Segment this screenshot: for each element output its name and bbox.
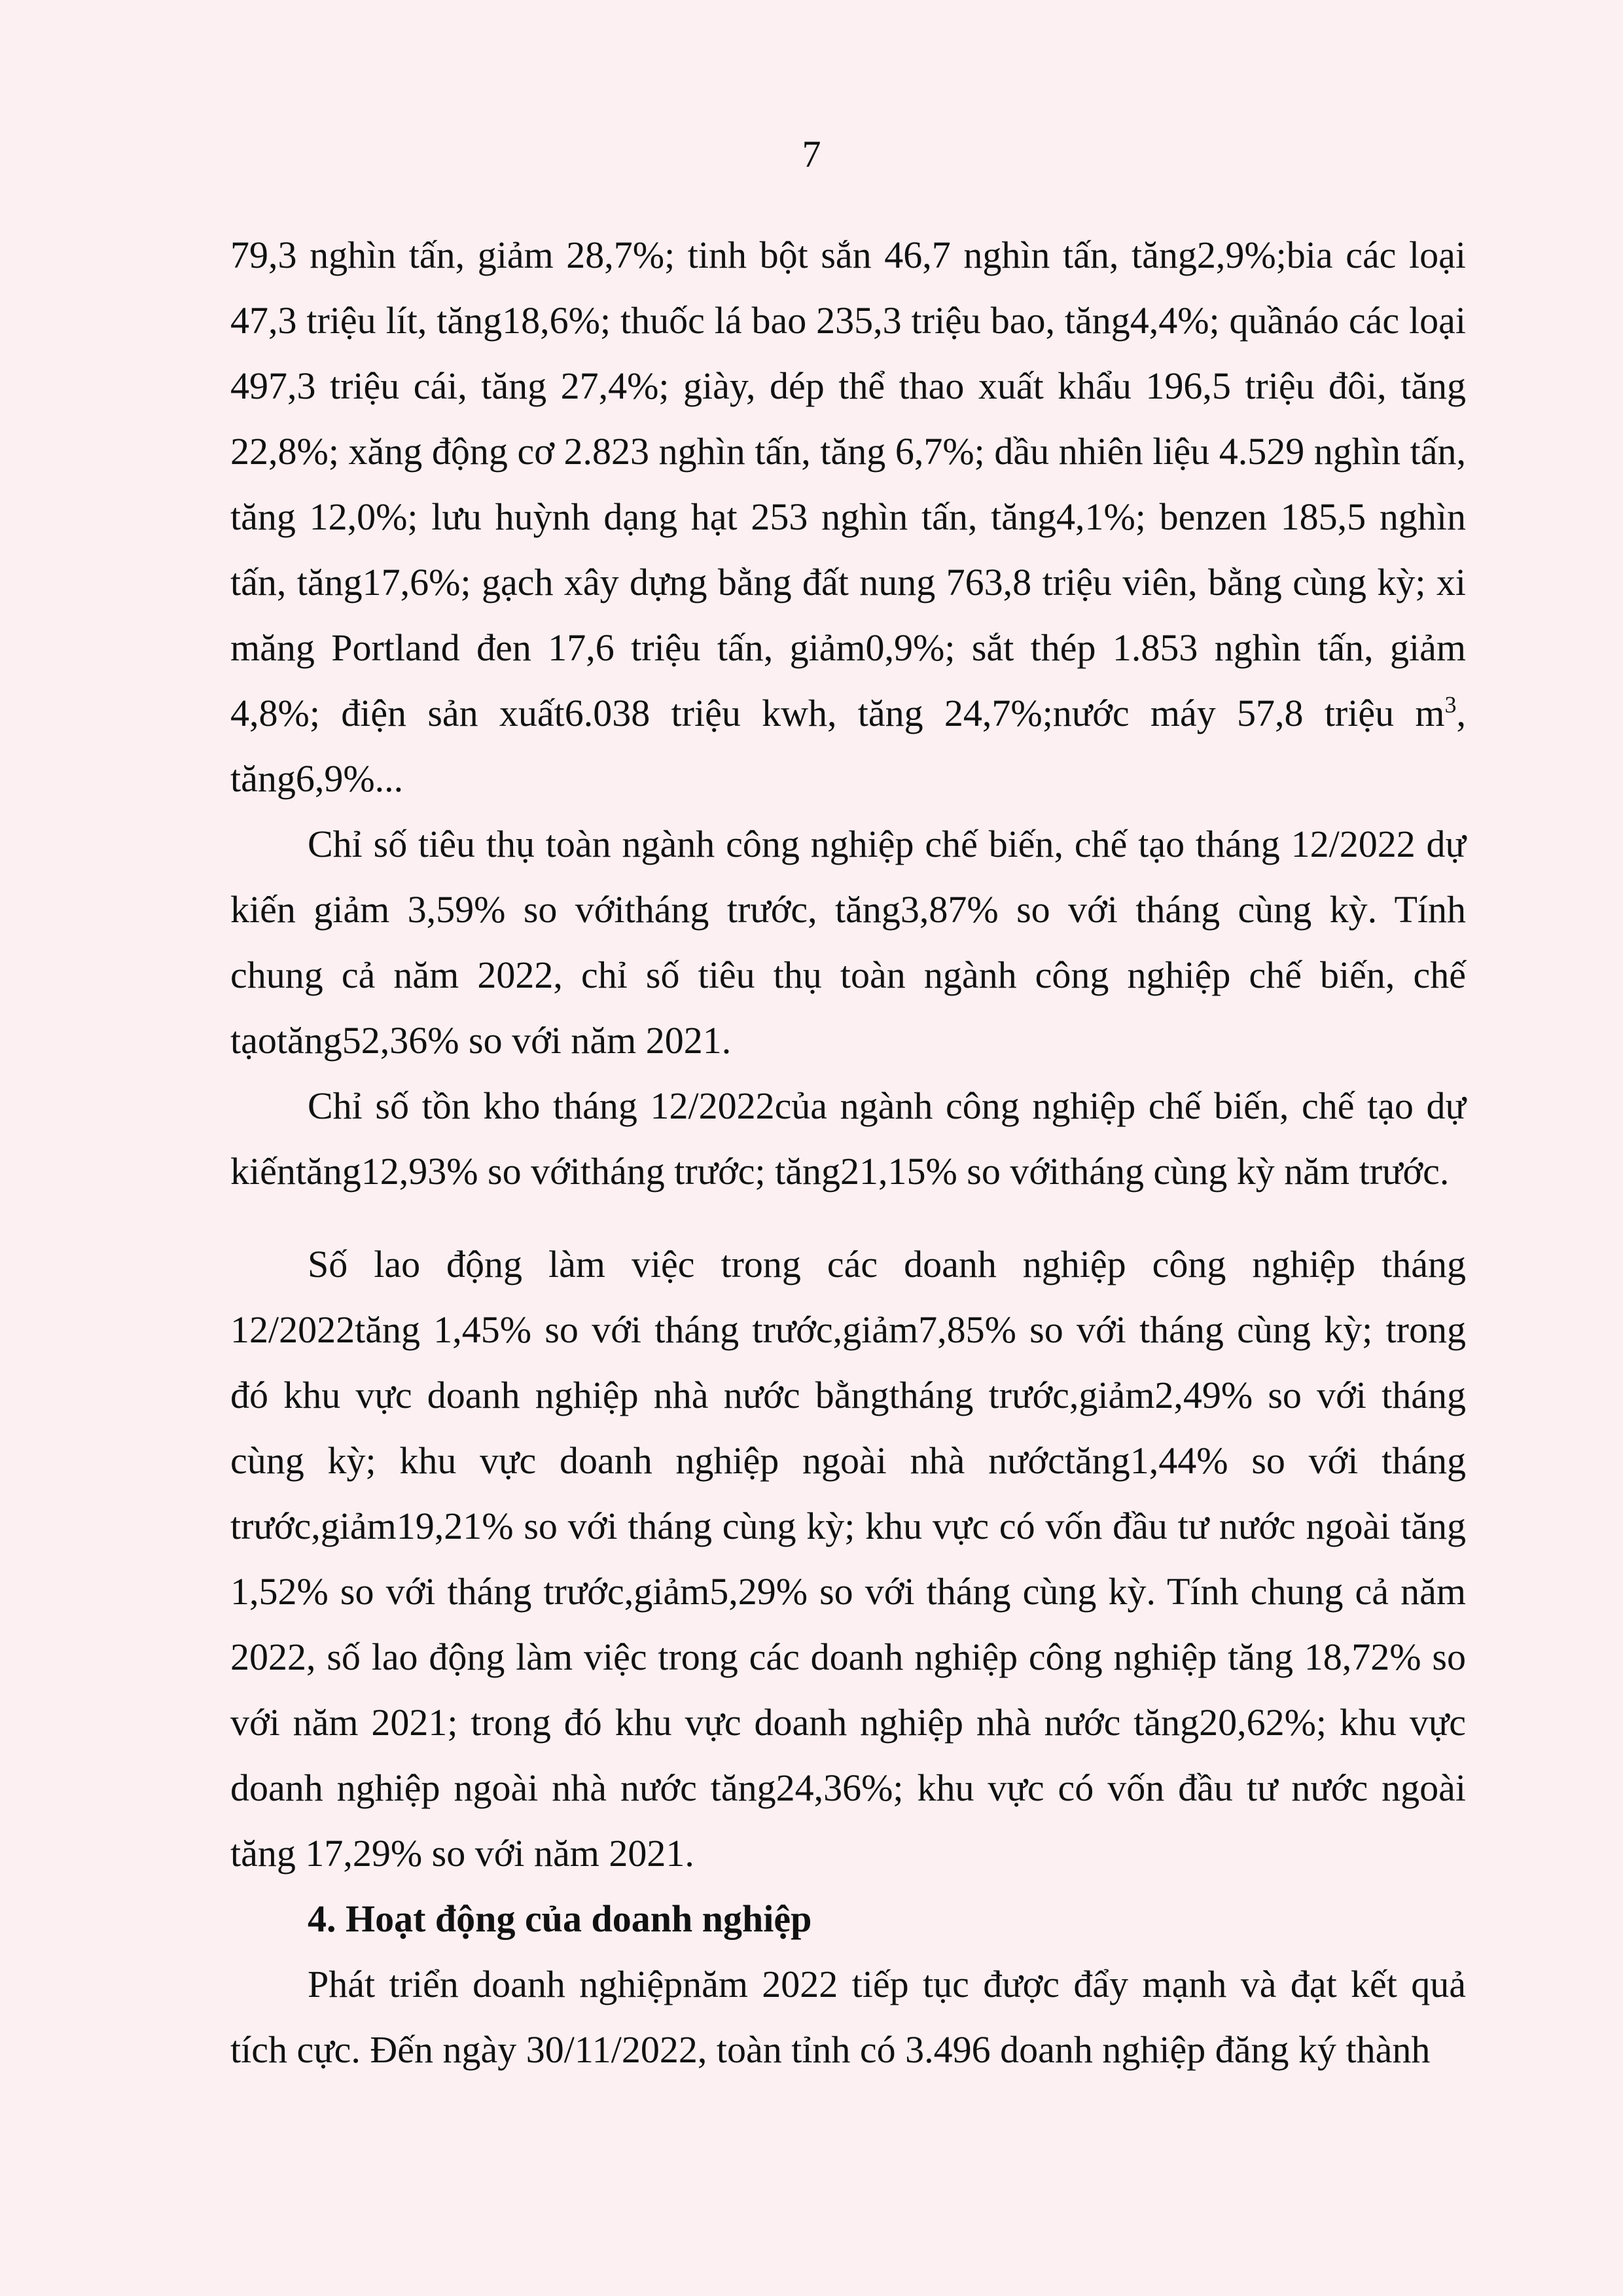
- paragraph-labor: Số lao động làm việc trong các doanh nghiệp công nghiệp tháng 12/2022tăng 1,45% so với tháng trước,giảm7,85% so với tháng cùng kỳ; trong đó khu vực doanh nghiệp nhà nước bằngtháng trước,giảm2,49% so với tháng cùng kỳ; khu vực doanh nghiệp ngoài nhà nướctăng1,44% so với tháng trước,giảm19,21% so với tháng cùng kỳ; khu vực có vốn đầu tư nước ngoài tăng 1,52% so với tháng trước,giảm5,29% so với tháng cùng kỳ. Tính chung cả năm 2022, số lao động làm việc trong các doanh nghiệp công nghiệp tăng 18,72% so với năm 2021; trong đó khu vực doanh nghiệp nhà nước tăng20,62%; khu vực doanh nghiệp ngoài nhà nước tăng24,36%; khu vực có vốn đầu tư nước ngoài tăng 17,29% so với năm 2021.: [230, 1243, 1466, 1874]
- section-heading: 4. Hoạt động của doanh nghiệp: [308, 1897, 812, 1940]
- paragraph-production-output: [230, 223, 1466, 812]
- document-body: [230, 223, 1466, 2083]
- superscript-cubic: 3: [1444, 691, 1457, 718]
- paragraph-tail: , tăng6,9%...: [230, 692, 1466, 800]
- paragraph-text: 79,3 nghìn tấn, giảm 28,7%; tinh bột sắn 46,7 nghìn tấn, tăng2,9%;bia các loại 47,3 triệu lít, tăng18,6%; thuốc lá bao 235,3 triệu bao, tăng4,4%; quầnáo các loại 497,3 triệu cái, tăng 27,4%; giày, dép thể thao xuất khẩu 196,5 triệu đôi, tăng 22,8%; xăng động cơ 2.823 nghìn tấn, tăng 6,7%; dầu nhiên liệu 4.529 nghìn tấn, tăng 12,0%; lưu huỳnh dạng hạt 253 nghìn tấn, tăng4,1%; benzen 185,5 nghìn tấn, tăng17,6%; gạch xây dựng bằng đất nung 763,8 triệu viên, bằng cùng kỳ; xi măng Portland đen 17,6 triệu tấn, giảm0,9%; sắt thép 1.853 nghìn tấn, giảm 4,8%; điện sản xuất6.038 triệu kwh, tăng 24,7%;nước máy 57,8 triệu m: [230, 234, 1466, 734]
- paragraph-inventory-index: Chỉ số tồn kho tháng 12/2022của ngành công nghiệp chế biến, chế tạo dự kiếntăng12,93% so vớitháng trước; tăng21,15% so vớitháng cùng kỳ năm trước.: [230, 1085, 1466, 1193]
- paragraph-consumption-index: Chỉ số tiêu thụ toàn ngành công nghiệp chế biến, chế tạo tháng 12/2022 dự kiến giảm 3,59% so vớitháng trước, tăng3,87% so với tháng cùng kỳ. Tính chung cả năm 2022, chỉ số tiêu thụ toàn ngành công nghiệp chế biến, chế tạotăng52,36% so với năm 2021.: [230, 823, 1466, 1062]
- page-number: 7: [802, 133, 821, 175]
- paragraph-enterprise-development: Phát triển doanh nghiệpnăm 2022 tiếp tục được đẩy mạnh và đạt kết quả tích cực. Đến ngày 30/11/2022, toàn tỉnh có 3.496 doanh nghiệp đăng ký thành: [230, 1963, 1466, 2071]
